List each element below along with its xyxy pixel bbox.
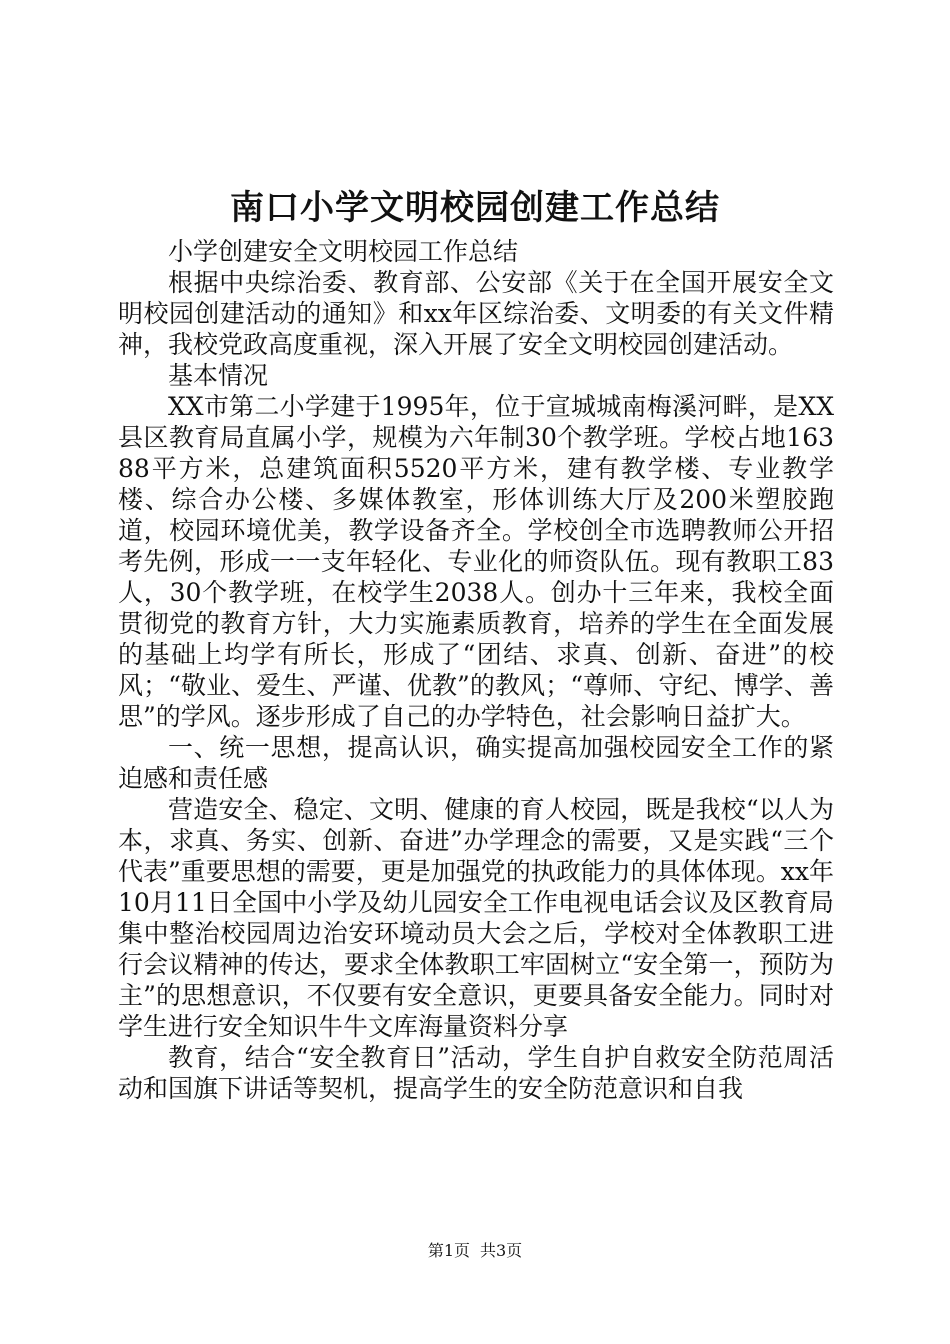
paragraph-intro: 根据中央综治委、教育部、公安部《关于在全国开展安全文明校园创建活动的通知》和xx年区综治委、文明委的有关文件精神，我校党政高度重视，深入开展了安全文明校园创建活动。 — [118, 268, 834, 359]
paragraph-heading-basic: 基本情况 — [168, 361, 269, 390]
paragraph-section-1-body: 营造安全、稳定、文明、健康的育人校园，既是我校“以人为本，求真、务实、创新、奋进”办学理念的需要，又是实践“三个代表”重要思想的需要，更是加强党的执政能力的具体体现。xx年10月11日全国中小学及幼儿园安全工作电视电话会议及区教育局集中整治校园周边治安环境动员大会之后，学校对全体教职工进行会议精神的传达，要求全体教职工牢固树立“安全第一，预防为主”的思想意识，不仅要有安全意识，更要具备安全能力。同时对学生进行安全知识牛牛文库海量资料分享 — [118, 795, 834, 1041]
page-footer — [0, 1240, 950, 1262]
paragraph-heading-section-1: 一、统一思想，提高认识，确实提高加强校园安全工作的紧迫感和责任感 — [118, 733, 834, 793]
document-title: 南口小学文明校园创建工作总结 — [230, 188, 720, 228]
page-number: 第1页 — [427, 1241, 470, 1260]
paragraph-school-overview: XX市第二小学建于1995年，位于宣城城南梅溪河畔，是XX县区教育局直属小学，规模为六年制30个教学班。学校占地16388平方米，总建筑面积5520平方米，建有教学楼、专业教学楼、综合办公楼、多媒体教室，形体训练大厅及200米塑胶跑道，校园环境优美，教学设备齐全。学校创全市选聘教师公开招考先例，形成一一支年轻化、专业化的师资队伍。现有教职工83人，30个教学班，在校学生2038人。创办十三年来，我校全面贯彻党的教育方针，大力实施素质教育，培养的学生在全面发展的基础上均学有所长，形成了“团结、求真、创新、奋进”的校风；“敬业、爱生、严谨、优教”的教风；“尊师、守纪、博学、善思”的学风。逐步形成了自己的办学特色，社会影响日益扩大。 — [118, 392, 834, 731]
paragraph-section-1-continued: 教育，结合“安全教育日”活动，学生自护自救安全防范周活动和国旗下讲话等契机，提高学生的安全防范意识和自我 — [118, 1043, 834, 1103]
document-body — [118, 236, 834, 1104]
paragraph-subtitle: 小学创建安全文明校园工作总结 — [168, 237, 519, 266]
page-total: 共3页 — [480, 1241, 523, 1260]
